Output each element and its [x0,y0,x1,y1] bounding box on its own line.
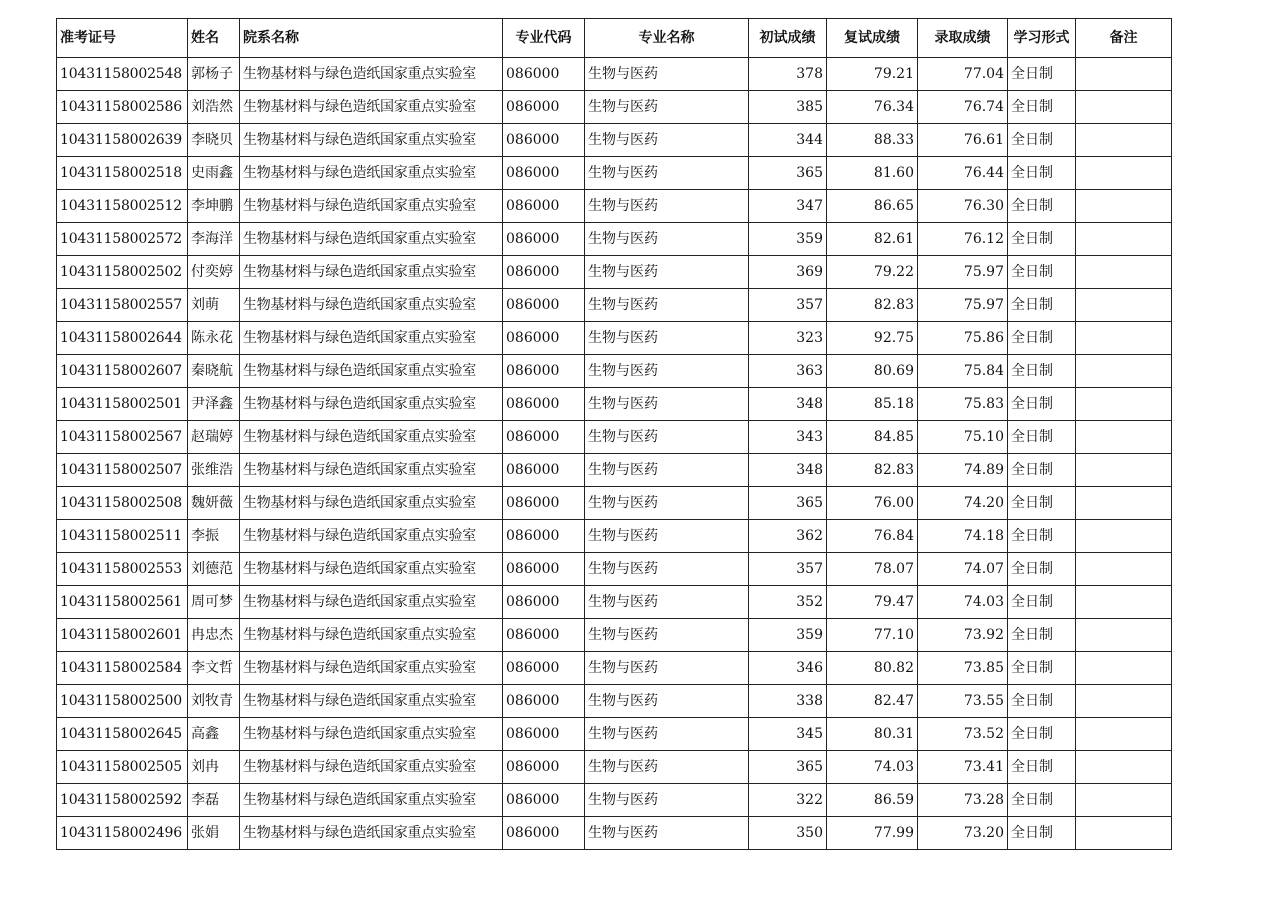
cell-retest-score: 82.61 [827,223,918,256]
cell-admission-score: 73.52 [918,718,1008,751]
cell-remarks [1076,355,1172,388]
table-row [57,817,1172,850]
cell-retest-score: 84.85 [827,421,918,454]
cell-department: 生物基材料与绿色造纸国家重点实验室 [240,124,503,157]
table-row [57,58,1172,91]
cell-remarks [1076,487,1172,520]
cell-retest-score: 82.83 [827,454,918,487]
cell-retest-score: 81.60 [827,157,918,190]
cell-admission-score: 76.12 [918,223,1008,256]
cell-name: 李振 [188,520,240,553]
cell-major-name: 生物与医药 [585,58,749,91]
cell-admission-score: 74.20 [918,487,1008,520]
header-row [57,19,1172,58]
cell-name: 陈永花 [188,322,240,355]
cell-study-mode: 全日制 [1008,322,1076,355]
cell-major-code: 086000 [503,586,585,619]
cell-retest-score: 78.07 [827,553,918,586]
cell-exam-id: 10431158002567 [57,421,188,454]
cell-exam-id: 10431158002496 [57,817,188,850]
cell-exam-id: 10431158002601 [57,619,188,652]
table-row [57,124,1172,157]
table-row [57,256,1172,289]
cell-remarks [1076,322,1172,355]
header-initial-score: 初试成绩 [749,19,827,58]
cell-name: 刘萌 [188,289,240,322]
cell-major-code: 086000 [503,784,585,817]
cell-department: 生物基材料与绿色造纸国家重点实验室 [240,454,503,487]
cell-remarks [1076,751,1172,784]
cell-study-mode: 全日制 [1008,751,1076,784]
table-row [57,91,1172,124]
table-row [57,454,1172,487]
cell-initial-score: 378 [749,58,827,91]
cell-initial-score: 348 [749,388,827,421]
cell-major-name: 生物与医药 [585,553,749,586]
table-row [57,289,1172,322]
cell-name: 魏妍薇 [188,487,240,520]
cell-name: 高鑫 [188,718,240,751]
cell-exam-id: 10431158002607 [57,355,188,388]
cell-name: 刘牧青 [188,685,240,718]
table-row [57,487,1172,520]
cell-initial-score: 344 [749,124,827,157]
cell-initial-score: 365 [749,487,827,520]
cell-department: 生物基材料与绿色造纸国家重点实验室 [240,256,503,289]
cell-name: 付奕婷 [188,256,240,289]
cell-major-name: 生物与医药 [585,289,749,322]
cell-remarks [1076,91,1172,124]
cell-name: 李坤鹏 [188,190,240,223]
table-row [57,586,1172,619]
cell-major-name: 生物与医药 [585,817,749,850]
cell-study-mode: 全日制 [1008,157,1076,190]
cell-admission-score: 75.83 [918,388,1008,421]
cell-major-code: 086000 [503,454,585,487]
cell-name: 李磊 [188,784,240,817]
cell-remarks [1076,223,1172,256]
cell-department: 生物基材料与绿色造纸国家重点实验室 [240,784,503,817]
cell-major-code: 086000 [503,652,585,685]
table-row [57,619,1172,652]
table-row [57,190,1172,223]
cell-admission-score: 73.85 [918,652,1008,685]
cell-major-code: 086000 [503,124,585,157]
cell-initial-score: 343 [749,421,827,454]
cell-department: 生物基材料与绿色造纸国家重点实验室 [240,157,503,190]
cell-major-name: 生物与医药 [585,388,749,421]
cell-exam-id: 10431158002518 [57,157,188,190]
cell-exam-id: 10431158002561 [57,586,188,619]
cell-study-mode: 全日制 [1008,58,1076,91]
cell-admission-score: 75.84 [918,355,1008,388]
cell-admission-score: 73.92 [918,619,1008,652]
cell-initial-score: 348 [749,454,827,487]
cell-remarks [1076,124,1172,157]
cell-exam-id: 10431158002512 [57,190,188,223]
cell-initial-score: 322 [749,784,827,817]
table-row [57,520,1172,553]
cell-retest-score: 74.03 [827,751,918,784]
cell-initial-score: 363 [749,355,827,388]
cell-admission-score: 73.55 [918,685,1008,718]
cell-remarks [1076,58,1172,91]
cell-admission-score: 75.86 [918,322,1008,355]
table-header [57,19,1172,58]
cell-name: 周可梦 [188,586,240,619]
cell-study-mode: 全日制 [1008,685,1076,718]
cell-retest-score: 77.10 [827,619,918,652]
cell-major-code: 086000 [503,355,585,388]
cell-retest-score: 76.00 [827,487,918,520]
cell-department: 生物基材料与绿色造纸国家重点实验室 [240,751,503,784]
cell-admission-score: 75.97 [918,289,1008,322]
cell-major-code: 086000 [503,685,585,718]
cell-study-mode: 全日制 [1008,223,1076,256]
table-row [57,223,1172,256]
cell-major-name: 生物与医药 [585,124,749,157]
cell-major-code: 086000 [503,619,585,652]
table-row [57,685,1172,718]
cell-study-mode: 全日制 [1008,91,1076,124]
cell-major-name: 生物与医药 [585,586,749,619]
cell-admission-score: 76.44 [918,157,1008,190]
cell-retest-score: 86.65 [827,190,918,223]
header-retest-score: 复试成绩 [827,19,918,58]
header-major-name: 专业名称 [585,19,749,58]
cell-department: 生物基材料与绿色造纸国家重点实验室 [240,421,503,454]
cell-retest-score: 79.21 [827,58,918,91]
cell-admission-score: 74.07 [918,553,1008,586]
cell-major-name: 生物与医药 [585,685,749,718]
cell-major-code: 086000 [503,58,585,91]
cell-admission-score: 76.61 [918,124,1008,157]
cell-exam-id: 10431158002644 [57,322,188,355]
header-admission-score: 录取成绩 [918,19,1008,58]
cell-major-code: 086000 [503,322,585,355]
cell-admission-score: 74.03 [918,586,1008,619]
cell-major-name: 生物与医药 [585,256,749,289]
cell-study-mode: 全日制 [1008,289,1076,322]
cell-remarks [1076,817,1172,850]
cell-admission-score: 77.04 [918,58,1008,91]
cell-admission-score: 76.74 [918,91,1008,124]
table-row [57,553,1172,586]
cell-department: 生物基材料与绿色造纸国家重点实验室 [240,388,503,421]
cell-department: 生物基材料与绿色造纸国家重点实验室 [240,91,503,124]
cell-major-name: 生物与医药 [585,454,749,487]
cell-retest-score: 82.47 [827,685,918,718]
cell-remarks [1076,718,1172,751]
cell-name: 李晓贝 [188,124,240,157]
cell-exam-id: 10431158002502 [57,256,188,289]
cell-department: 生物基材料与绿色造纸国家重点实验室 [240,685,503,718]
cell-major-name: 生物与医药 [585,784,749,817]
cell-department: 生物基材料与绿色造纸国家重点实验室 [240,58,503,91]
cell-department: 生物基材料与绿色造纸国家重点实验室 [240,355,503,388]
cell-major-name: 生物与医药 [585,652,749,685]
cell-major-name: 生物与医药 [585,355,749,388]
cell-major-code: 086000 [503,751,585,784]
cell-retest-score: 80.31 [827,718,918,751]
cell-department: 生物基材料与绿色造纸国家重点实验室 [240,817,503,850]
cell-study-mode: 全日制 [1008,520,1076,553]
cell-exam-id: 10431158002584 [57,652,188,685]
cell-remarks [1076,157,1172,190]
cell-initial-score: 362 [749,520,827,553]
cell-department: 生物基材料与绿色造纸国家重点实验室 [240,487,503,520]
table-row [57,652,1172,685]
cell-major-name: 生物与医药 [585,619,749,652]
cell-admission-score: 73.41 [918,751,1008,784]
cell-exam-id: 10431158002500 [57,685,188,718]
cell-exam-id: 10431158002557 [57,289,188,322]
cell-remarks [1076,784,1172,817]
cell-major-code: 086000 [503,190,585,223]
cell-exam-id: 10431158002508 [57,487,188,520]
cell-admission-score: 74.89 [918,454,1008,487]
cell-remarks [1076,256,1172,289]
cell-name: 郭杨子 [188,58,240,91]
cell-retest-score: 79.22 [827,256,918,289]
table-row [57,322,1172,355]
cell-major-name: 生物与医药 [585,190,749,223]
table-row [57,388,1172,421]
cell-study-mode: 全日制 [1008,553,1076,586]
cell-major-name: 生物与医药 [585,718,749,751]
cell-department: 生物基材料与绿色造纸国家重点实验室 [240,289,503,322]
table-row [57,718,1172,751]
cell-study-mode: 全日制 [1008,586,1076,619]
cell-remarks [1076,388,1172,421]
cell-major-name: 生物与医药 [585,487,749,520]
cell-major-code: 086000 [503,520,585,553]
cell-name: 张维浩 [188,454,240,487]
cell-admission-score: 73.28 [918,784,1008,817]
header-exam-id: 准考证号 [57,19,188,58]
header-department: 院系名称 [240,19,503,58]
cell-initial-score: 365 [749,751,827,784]
cell-department: 生物基材料与绿色造纸国家重点实验室 [240,190,503,223]
cell-initial-score: 323 [749,322,827,355]
cell-remarks [1076,652,1172,685]
cell-study-mode: 全日制 [1008,817,1076,850]
cell-major-name: 生物与医药 [585,223,749,256]
cell-department: 生物基材料与绿色造纸国家重点实验室 [240,223,503,256]
cell-exam-id: 10431158002507 [57,454,188,487]
cell-major-code: 086000 [503,553,585,586]
cell-exam-id: 10431158002553 [57,553,188,586]
cell-remarks [1076,190,1172,223]
cell-remarks [1076,520,1172,553]
cell-name: 赵瑞婷 [188,421,240,454]
cell-exam-id: 10431158002586 [57,91,188,124]
cell-name: 刘冉 [188,751,240,784]
cell-retest-score: 79.47 [827,586,918,619]
cell-retest-score: 77.99 [827,817,918,850]
cell-initial-score: 338 [749,685,827,718]
cell-major-code: 086000 [503,256,585,289]
cell-name: 刘德范 [188,553,240,586]
cell-admission-score: 75.97 [918,256,1008,289]
cell-admission-score: 76.30 [918,190,1008,223]
cell-department: 生物基材料与绿色造纸国家重点实验室 [240,520,503,553]
table-row [57,784,1172,817]
cell-exam-id: 10431158002511 [57,520,188,553]
cell-initial-score: 385 [749,91,827,124]
cell-retest-score: 76.34 [827,91,918,124]
cell-study-mode: 全日制 [1008,487,1076,520]
cell-retest-score: 80.69 [827,355,918,388]
cell-major-code: 086000 [503,388,585,421]
cell-name: 李海洋 [188,223,240,256]
cell-admission-score: 73.20 [918,817,1008,850]
cell-initial-score: 357 [749,553,827,586]
cell-major-name: 生物与医药 [585,91,749,124]
table-row [57,355,1172,388]
cell-major-code: 086000 [503,289,585,322]
cell-retest-score: 92.75 [827,322,918,355]
header-study-mode: 学习形式 [1008,19,1076,58]
header-remarks: 备注 [1076,19,1172,58]
cell-initial-score: 369 [749,256,827,289]
cell-initial-score: 347 [749,190,827,223]
cell-department: 生物基材料与绿色造纸国家重点实验室 [240,322,503,355]
table-row [57,157,1172,190]
cell-major-code: 086000 [503,817,585,850]
cell-major-code: 086000 [503,718,585,751]
table-row [57,421,1172,454]
cell-department: 生物基材料与绿色造纸国家重点实验室 [240,553,503,586]
cell-remarks [1076,553,1172,586]
table-row [57,751,1172,784]
cell-name: 秦晓航 [188,355,240,388]
cell-study-mode: 全日制 [1008,421,1076,454]
cell-study-mode: 全日制 [1008,718,1076,751]
cell-initial-score: 350 [749,817,827,850]
cell-exam-id: 10431158002645 [57,718,188,751]
cell-initial-score: 346 [749,652,827,685]
cell-retest-score: 88.33 [827,124,918,157]
cell-admission-score: 74.18 [918,520,1008,553]
cell-major-code: 086000 [503,157,585,190]
cell-initial-score: 357 [749,289,827,322]
cell-retest-score: 82.83 [827,289,918,322]
cell-remarks [1076,619,1172,652]
cell-retest-score: 76.84 [827,520,918,553]
cell-exam-id: 10431158002592 [57,784,188,817]
cell-name: 尹泽鑫 [188,388,240,421]
cell-study-mode: 全日制 [1008,355,1076,388]
cell-name: 刘浩然 [188,91,240,124]
cell-remarks [1076,685,1172,718]
cell-initial-score: 359 [749,619,827,652]
cell-major-code: 086000 [503,421,585,454]
cell-name: 张娟 [188,817,240,850]
cell-retest-score: 85.18 [827,388,918,421]
cell-study-mode: 全日制 [1008,454,1076,487]
cell-major-name: 生物与医药 [585,157,749,190]
cell-remarks [1076,586,1172,619]
cell-name: 冉忠杰 [188,619,240,652]
cell-study-mode: 全日制 [1008,619,1076,652]
cell-major-code: 086000 [503,487,585,520]
cell-study-mode: 全日制 [1008,256,1076,289]
cell-department: 生物基材料与绿色造纸国家重点实验室 [240,652,503,685]
cell-major-name: 生物与医药 [585,520,749,553]
cell-department: 生物基材料与绿色造纸国家重点实验室 [240,718,503,751]
cell-exam-id: 10431158002501 [57,388,188,421]
cell-initial-score: 352 [749,586,827,619]
cell-major-name: 生物与医药 [585,751,749,784]
header-name: 姓名 [188,19,240,58]
cell-name: 李文哲 [188,652,240,685]
cell-study-mode: 全日制 [1008,190,1076,223]
cell-department: 生物基材料与绿色造纸国家重点实验室 [240,619,503,652]
admission-table [56,18,1172,850]
cell-admission-score: 75.10 [918,421,1008,454]
cell-study-mode: 全日制 [1008,388,1076,421]
cell-exam-id: 10431158002548 [57,58,188,91]
cell-remarks [1076,421,1172,454]
header-major-code: 专业代码 [503,19,585,58]
cell-study-mode: 全日制 [1008,652,1076,685]
cell-major-name: 生物与医药 [585,421,749,454]
cell-exam-id: 10431158002639 [57,124,188,157]
cell-study-mode: 全日制 [1008,784,1076,817]
cell-study-mode: 全日制 [1008,124,1076,157]
table-body [57,58,1172,850]
cell-retest-score: 80.82 [827,652,918,685]
cell-exam-id: 10431158002572 [57,223,188,256]
cell-remarks [1076,454,1172,487]
cell-initial-score: 365 [749,157,827,190]
cell-major-code: 086000 [503,223,585,256]
cell-exam-id: 10431158002505 [57,751,188,784]
cell-name: 史雨鑫 [188,157,240,190]
cell-department: 生物基材料与绿色造纸国家重点实验室 [240,586,503,619]
cell-major-name: 生物与医药 [585,322,749,355]
cell-initial-score: 345 [749,718,827,751]
cell-initial-score: 359 [749,223,827,256]
cell-major-code: 086000 [503,91,585,124]
cell-retest-score: 86.59 [827,784,918,817]
cell-remarks [1076,289,1172,322]
